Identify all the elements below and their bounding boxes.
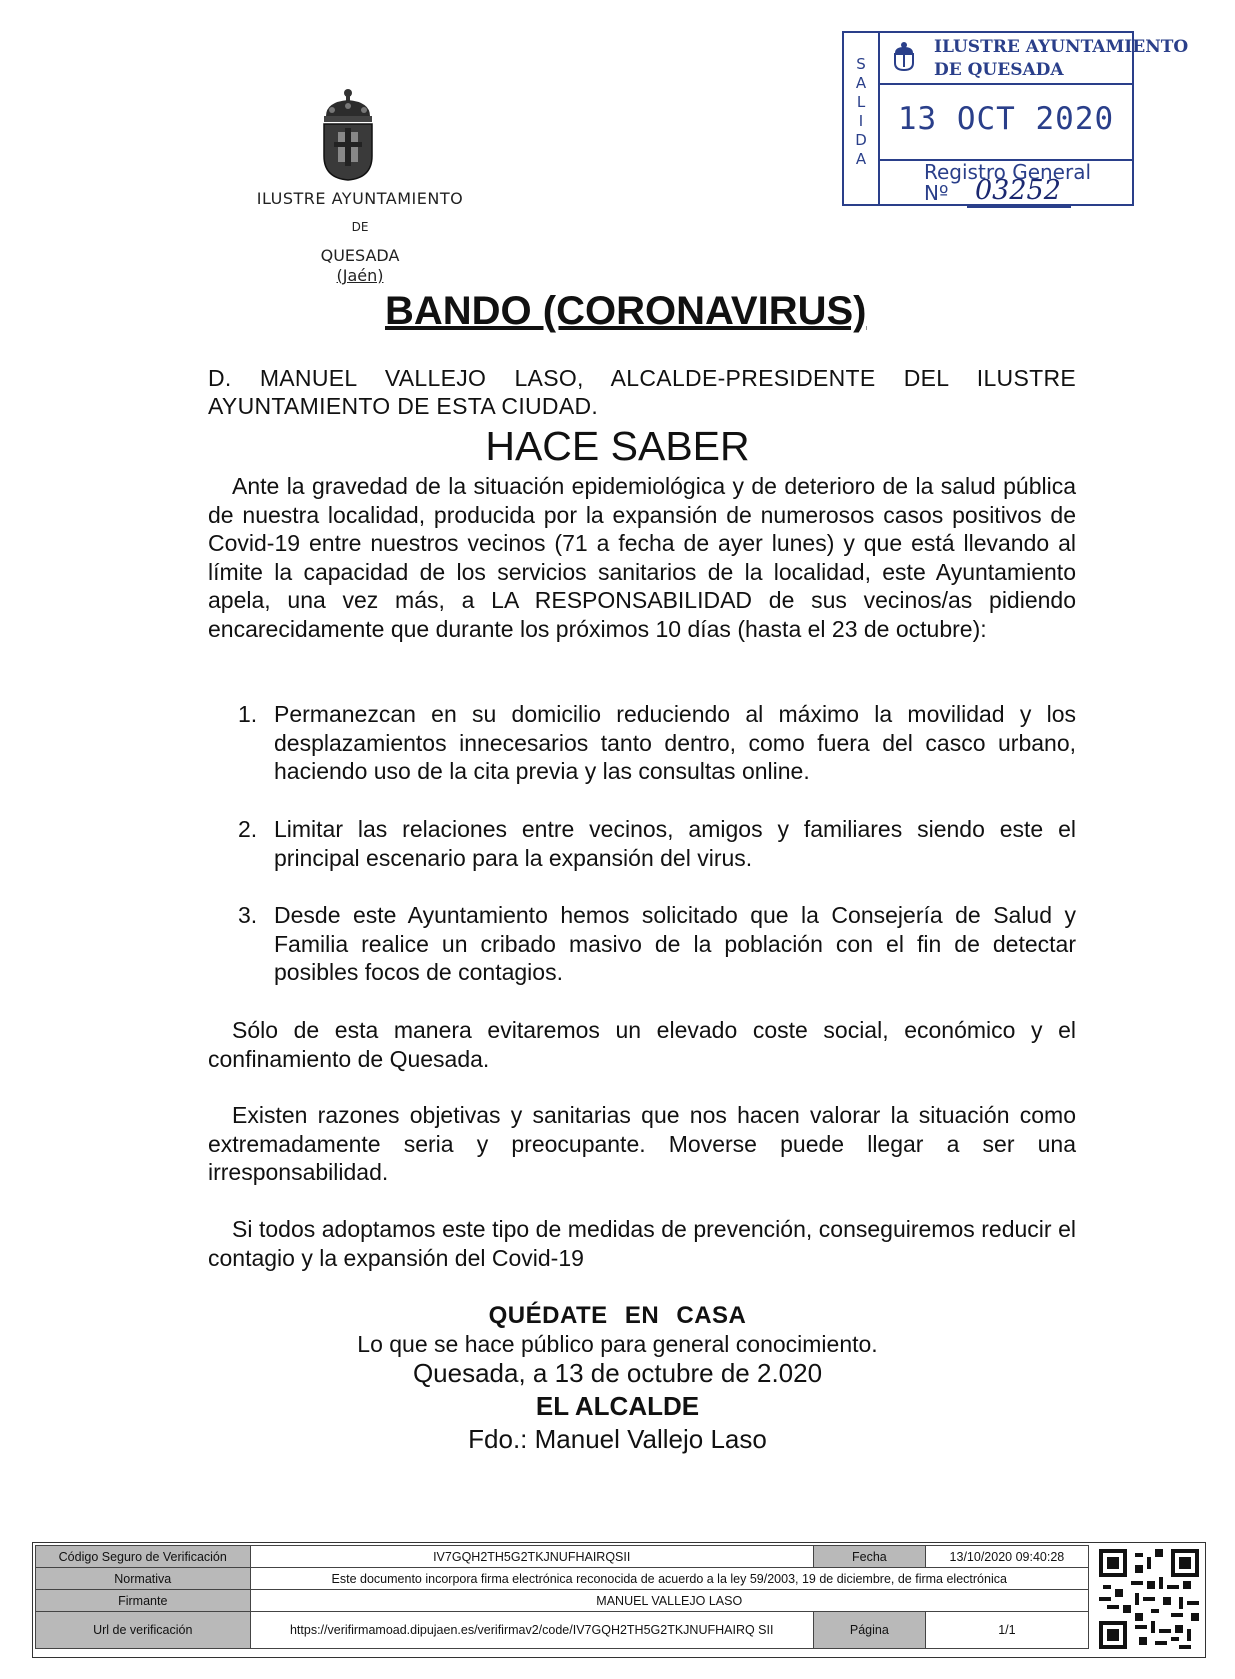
table-row	[36, 1612, 1089, 1649]
mayor-title: EL ALCALDE	[535, 1391, 700, 1421]
normativa-value: Este documento incorpora firma electrónica reconocida de acuerdo a la ley 59/2003, 19 de diciembre, de firma electrónica	[250, 1568, 1089, 1590]
firmante-value: MANUEL VALLEJO LASO	[250, 1590, 1089, 1612]
hace-saber-heading: HACE SABER	[485, 423, 750, 469]
stamp-org-line2: DE QUESADA	[934, 60, 1064, 80]
verification-footer	[32, 1542, 1206, 1658]
quedate-slogan: QUÉDATE EN CASA	[488, 1302, 747, 1329]
place-date-line: Quesada, a 13 de octubre de 2.020	[412, 1358, 823, 1388]
qr-code-icon	[1099, 1549, 1199, 1649]
csv-value: IV7GQH2TH5G2TKJNUFHAIRQSII	[250, 1546, 813, 1568]
body-paragraph-1: Ante la gravedad de la situación epidemiológica y de deterioro de la salud pública de nuestra localidad, producida por la expansión de numerosos casos positivos de Covid-19 entre nuestros vecinos (71 a fecha de ayer lunes) y que está llevando al límite la capacidad de los servicios sanitarios de la localidad, este Ayuntamiento apela, una vez más, a LA RESPONSABILIDAD de sus vecinos/as pidiendo encarecidamente que durante los próximos 10 días (hasta el 23 de octubre):	[208, 473, 1076, 642]
body-paragraph-4: Si todos adoptamos este tipo de medidas de prevención, conseguiremos reducir el contagio y la expansión del Covid-19	[208, 1216, 1076, 1271]
intro-paragraph: D. MANUEL VALLEJO LASO, ALCALDE-PRESIDENTE DEL ILUSTRE AYUNTAMIENTO DE ESTA CIUDAD.	[208, 365, 1076, 419]
stamp-side-letter: S	[856, 55, 866, 73]
list-text: Desde este Ayuntamiento hemos solicitado que la Consejería de Salud y Familia realice un cribado masivo de la población con el fin de detectar posibles focos de contagios.	[274, 902, 1076, 985]
stamp-date: 13 OCT 2020	[897, 101, 1115, 137]
pagina-label: Página	[813, 1612, 925, 1649]
list-item	[238, 815, 1076, 872]
list-item	[238, 901, 1076, 987]
table-row	[36, 1590, 1089, 1612]
list-text: Limitar las relaciones entre vecinos, amigos y familiares siendo este el principal escenario para la expansión del virus.	[274, 816, 1076, 871]
pagina-value: 1/1	[925, 1612, 1088, 1649]
body-paragraph-2: Sólo de esta manera evitaremos un elevado coste social, económico y el confinamiento de Quesada.	[208, 1017, 1076, 1072]
stamp-number-label: Nº	[924, 181, 949, 205]
list-number: 2.	[238, 816, 258, 842]
stamp-side-letter: A	[855, 150, 867, 168]
csv-label: Código Seguro de Verificación	[36, 1546, 251, 1568]
header-town-line: QUESADA	[320, 246, 400, 265]
header-de-line: DE	[351, 220, 369, 234]
table-row	[36, 1568, 1089, 1590]
stamp-number-value: 03252	[967, 175, 1071, 208]
body-paragraph-3: Existen razones objetivas y sanitarias que nos hacen valorar la situación como extremadamente seria y preocupante. Moverse puede llegar a ser una irresponsabilidad.	[208, 1102, 1076, 1185]
stamp-side-letter: D	[855, 131, 867, 149]
normativa-label: Normativa	[36, 1568, 251, 1590]
document-title: BANDO (CORONAVIRUS)	[385, 289, 867, 333]
fecha-value: 13/10/2020 09:40:28	[925, 1546, 1088, 1568]
public-notice-line: Lo que se hace público para general conocimiento.	[357, 1331, 878, 1357]
verification-table	[35, 1545, 1089, 1649]
firmante-label: Firmante	[36, 1590, 251, 1612]
url-label: Url de verificación	[36, 1612, 251, 1649]
stamp-divider	[880, 83, 1132, 85]
header-org-line: ILUSTRE AYUNTAMIENTO	[256, 189, 464, 208]
list-item	[238, 700, 1076, 786]
list-number: 3.	[238, 902, 258, 928]
list-text: Permanezcan en su domicilio reduciendo al máximo la movilidad y los desplazamientos innecesarios tanto dentro, como fuera del casco urbano, haciendo uso de la cita previa y las consultas online.	[274, 701, 1076, 784]
table-row	[36, 1546, 1089, 1568]
stamp-side-column	[844, 33, 880, 204]
stamp-registro-label: Registro General	[924, 160, 1092, 184]
stamp-seal-icon	[892, 41, 916, 71]
header-province-line: (Jaén)	[336, 266, 384, 285]
url-value[interactable]: https://verifirmamoad.dipujaen.es/verifirmav2/code/IV7GQH2TH5G2TKJNUFHAIRQ SII	[250, 1612, 813, 1649]
stamp-org-line1: ILUSTRE AYUNTAMIENTO	[934, 37, 1189, 57]
municipal-crest-icon	[318, 86, 378, 182]
registry-stamp	[842, 31, 1189, 206]
list-number: 1.	[238, 701, 258, 727]
stamp-side-letter: A	[855, 74, 867, 92]
signature-line: Fdo.: Manuel Vallejo Laso	[468, 1424, 767, 1454]
stamp-side-letter: I	[858, 112, 864, 130]
fecha-label: Fecha	[813, 1546, 925, 1568]
stamp-side-letter: L	[856, 93, 866, 111]
